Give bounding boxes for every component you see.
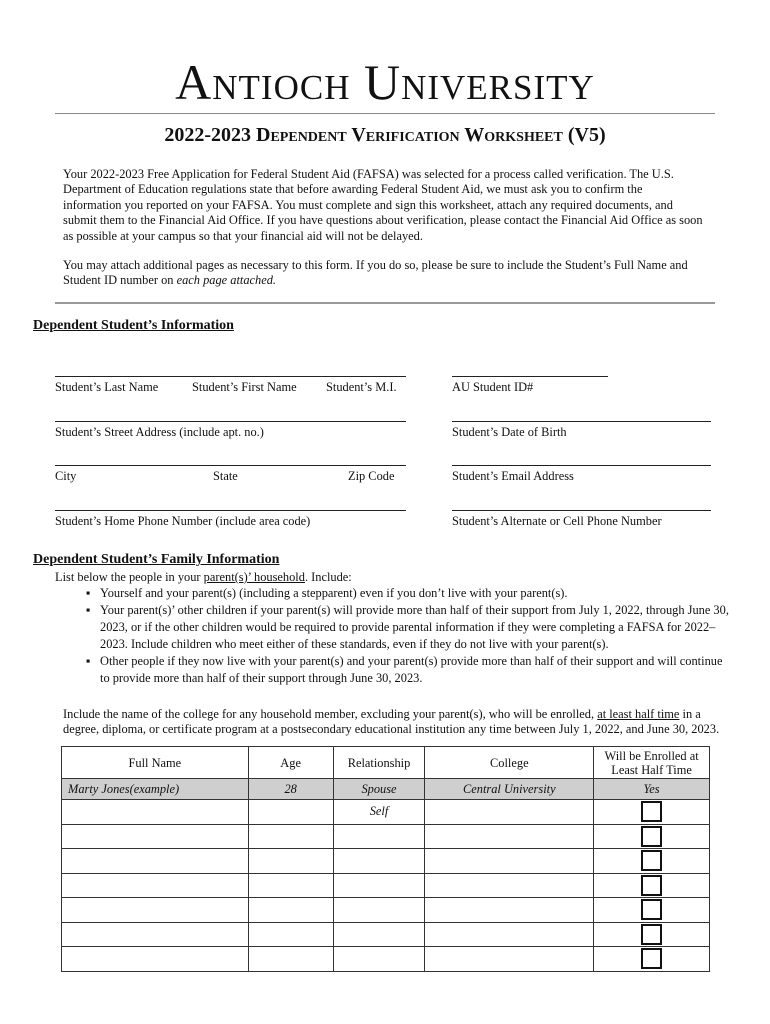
table-row bbox=[62, 898, 710, 923]
header-enrolled: Will be Enrolled at Least Half Time bbox=[594, 747, 710, 779]
list-intro-underlined: parent(s)’ household bbox=[203, 570, 305, 584]
relationship-cell: Self bbox=[333, 800, 425, 825]
enrolled-checkbox[interactable] bbox=[641, 948, 662, 969]
address-field-line[interactable] bbox=[55, 421, 406, 422]
student-id-label: AU Student ID# bbox=[452, 380, 534, 394]
email-label: Student’s Email Address bbox=[452, 469, 574, 483]
name-cell[interactable] bbox=[62, 800, 249, 825]
enrolled-checkbox[interactable] bbox=[641, 875, 662, 896]
enrolled-cell bbox=[594, 824, 710, 849]
college-cell[interactable] bbox=[425, 947, 594, 972]
table-row bbox=[62, 800, 710, 825]
list-intro-text: List below the people in your bbox=[55, 570, 204, 584]
home-phone-label: Student’s Home Phone Number (include area code) bbox=[55, 514, 311, 528]
college-note-text: Include the name of the college for any household member, excluding your parent(s), who will be enrolled, bbox=[63, 707, 598, 721]
example-relationship: Spouse bbox=[333, 779, 425, 800]
enrolled-cell bbox=[594, 849, 710, 874]
student-info-heading: Dependent Student’s Information bbox=[33, 318, 234, 333]
household-list-intro bbox=[55, 570, 352, 585]
attach-note bbox=[63, 258, 703, 289]
college-note bbox=[63, 707, 733, 738]
name-cell[interactable] bbox=[62, 849, 249, 874]
city-state-zip-field-line[interactable] bbox=[55, 465, 406, 466]
table-row bbox=[62, 947, 710, 972]
name-cell[interactable] bbox=[62, 873, 249, 898]
list-item: ▪ Yourself and your parent(s) (including a stepparent) even if you don’t live with your parent(s). bbox=[84, 585, 734, 602]
example-row bbox=[62, 779, 710, 800]
alt-phone-field-line[interactable] bbox=[452, 510, 711, 511]
enrolled-cell bbox=[594, 922, 710, 947]
household-criteria-list bbox=[84, 585, 734, 687]
city-label: City bbox=[55, 469, 77, 483]
header-divider bbox=[55, 113, 715, 114]
alt-phone-label: Student’s Alternate or Cell Phone Number bbox=[452, 514, 662, 528]
university-logo: Antioch University bbox=[175, 54, 595, 110]
college-cell[interactable] bbox=[425, 873, 594, 898]
age-cell[interactable] bbox=[248, 800, 333, 825]
last-name-label: Student’s Last Name bbox=[55, 380, 159, 394]
age-cell[interactable] bbox=[248, 898, 333, 923]
enrolled-checkbox[interactable] bbox=[641, 826, 662, 847]
table-row bbox=[62, 922, 710, 947]
enrolled-cell bbox=[594, 800, 710, 825]
header-age: Age bbox=[248, 747, 333, 779]
dob-field-line[interactable] bbox=[452, 421, 711, 422]
college-cell[interactable] bbox=[425, 849, 594, 874]
enrolled-cell bbox=[594, 873, 710, 898]
street-address-label: Student’s Street Address (include apt. no.) bbox=[55, 425, 264, 439]
college-cell[interactable] bbox=[425, 800, 594, 825]
example-college: Central University bbox=[425, 779, 594, 800]
intro-divider bbox=[55, 302, 715, 304]
relationship-cell[interactable] bbox=[333, 824, 425, 849]
attach-note-text: You may attach additional pages as necessary to this form. If you do so, please be sure to include the Student’s Full Name and Student ID number on bbox=[63, 258, 688, 288]
intro-paragraph: Your 2022-2023 Free Application for Federal Student Aid (FAFSA) was selected for a process called verification. The U.S. Department of Education regulations state that before awarding Federal Student Aid, we must ask you to confirm the information you reported on your FAFSA. You must complete and sign this worksheet, attach any required documents, and submit them to the Financial Aid Office. If you have questions about verification, please contact the Financial Aid Office as soon as possible at your campus so that your financial aid will not be delayed. bbox=[63, 167, 703, 243]
header-full-name: Full Name bbox=[62, 747, 249, 779]
family-info-heading: Dependent Student’s Family Information bbox=[33, 552, 280, 567]
college-note-underlined: at least half time bbox=[597, 707, 680, 721]
age-cell[interactable] bbox=[248, 849, 333, 874]
enrolled-cell bbox=[594, 947, 710, 972]
attach-note-emphasis: each page attached. bbox=[176, 273, 277, 288]
home-phone-field-line[interactable] bbox=[55, 510, 406, 511]
relationship-cell[interactable] bbox=[333, 947, 425, 972]
zip-label: Zip Code bbox=[348, 469, 395, 483]
enrolled-checkbox[interactable] bbox=[641, 899, 662, 920]
enrolled-checkbox[interactable] bbox=[641, 924, 662, 945]
example-name: Marty Jones(example) bbox=[62, 779, 249, 800]
age-cell[interactable] bbox=[248, 824, 333, 849]
name-cell[interactable] bbox=[62, 922, 249, 947]
enrolled-cell bbox=[594, 898, 710, 923]
college-cell[interactable] bbox=[425, 922, 594, 947]
state-label: State bbox=[213, 469, 238, 483]
household-table bbox=[61, 746, 710, 972]
college-cell[interactable] bbox=[425, 898, 594, 923]
header-college: College bbox=[425, 747, 594, 779]
list-item: ▪ Your parent(s)’ other children if your parent(s) will provide more than half of their support from July 1, 2022, through June 30, 2023, or if the other children would be required to provide parental information if they were completing a FAFSA for 2022–2023. Include children who meet either of these standards, even if they do not live with your parent(s). bbox=[84, 602, 734, 653]
name-cell[interactable] bbox=[62, 898, 249, 923]
list-item: ▪ Other people if they now live with your parent(s) and your parent(s) provide more than half of their support and will continue to provide more than half of their support through June 30, 2023. bbox=[84, 653, 734, 687]
table-row bbox=[62, 849, 710, 874]
table-row bbox=[62, 873, 710, 898]
email-field-line[interactable] bbox=[452, 465, 711, 466]
example-enrolled: Yes bbox=[594, 779, 710, 800]
page-title: 2022-2023 Dependent Verification Worksheet (V5) bbox=[164, 124, 606, 146]
example-age: 28 bbox=[248, 779, 333, 800]
relationship-cell[interactable] bbox=[333, 849, 425, 874]
age-cell[interactable] bbox=[248, 947, 333, 972]
header-relationship: Relationship bbox=[333, 747, 425, 779]
relationship-cell[interactable] bbox=[333, 898, 425, 923]
college-note-end: in a degree, diploma, or certificate program at a postsecondary educational institution any time between July 1, 2022, and June 30, 2023. bbox=[63, 707, 720, 737]
table-header-row bbox=[62, 747, 710, 779]
table-row bbox=[62, 824, 710, 849]
student-id-field-line[interactable] bbox=[452, 376, 608, 377]
age-cell[interactable] bbox=[248, 922, 333, 947]
relationship-cell[interactable] bbox=[333, 922, 425, 947]
first-name-label: Student’s First Name bbox=[192, 380, 297, 394]
name-field-line[interactable] bbox=[55, 376, 406, 377]
age-cell[interactable] bbox=[248, 873, 333, 898]
enrolled-checkbox[interactable] bbox=[641, 850, 662, 871]
mi-label: Student’s M.I. bbox=[326, 380, 397, 394]
name-cell[interactable] bbox=[62, 947, 249, 972]
college-cell[interactable] bbox=[425, 824, 594, 849]
name-cell[interactable] bbox=[62, 824, 249, 849]
enrolled-checkbox[interactable] bbox=[641, 801, 662, 822]
dob-label: Student’s Date of Birth bbox=[452, 425, 567, 439]
relationship-cell[interactable] bbox=[333, 873, 425, 898]
list-intro-end: . Include: bbox=[304, 570, 352, 584]
